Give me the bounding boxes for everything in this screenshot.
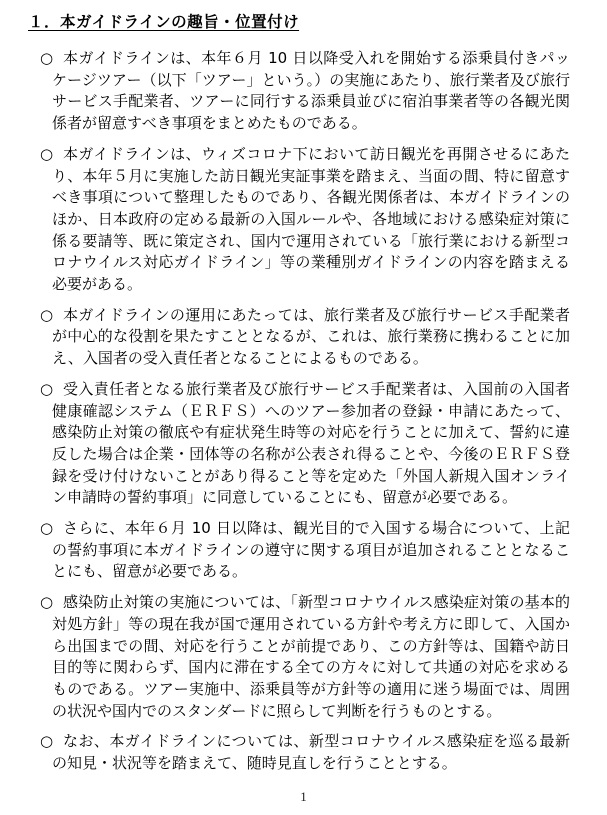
bullet-paragraph: [0, 518, 607, 583]
bullet-marker: ○: [40, 305, 54, 324]
bullet-marker: ○: [40, 379, 54, 398]
paragraph-text: 受入責任者となる旅行業者及び旅行サービス手配業者は、入国前の入国者健康確認システム（ＥＲＦＳ）へのツアー参加者の登録・申請にあたって、感染防止対策の徹底や有症状発生時等の対応を行うことに加えて、誓約に違反した場合は企業・団体等の名称が公表され得ることや、今後のＥＲＦＳ登録を受け付けないことがあり得ること等を定めた「外国人新規入国オンライン申請時の誓約事項」に同意していることにも、留意が必要である。: [52, 379, 570, 507]
bullet-paragraph: [0, 305, 607, 370]
bullet-paragraph: [0, 592, 607, 722]
bullet-marker: ○: [40, 144, 54, 163]
bullet-marker: ○: [40, 593, 54, 612]
paragraph-text: なお、本ガイドラインについては、新型コロナウイルス感染症を巡る最新の知見・状況等を踏まえて、随時見直しを行うこととする。: [52, 732, 570, 773]
paragraph-text: 本ガイドラインは、ウィズコロナ下において訪日観光を再開させるにあたり、本年５月に実施した訪日観光実証事業を踏まえ、当面の間、特に留意すべき事項について整理したものであり、各観光関係者は、本ガイドラインのほか、日本政府の定める最新の入国ルールや、各地域における感染症対策に係る要請等、既に策定され、国内で運用されている「旅行業における新型コロナウイルス対応ガイドライン」等の業種別ガイドラインの内容を踏まえる必要がある。: [52, 144, 570, 294]
bullet-marker: ○: [40, 519, 54, 538]
paragraph-list: [0, 48, 607, 775]
paragraph-text: 本ガイドラインは、本年６月 10 日以降受入れを開始する添乗員付きパッケージツアー（以下「ツアー」という。）の実施にあたり、旅行業者及び旅行サービス手配業者、ツアーに同行する添乗員並びに宿泊事業者等の各観光関係者が留意すべき事項をまとめたものである。: [52, 49, 570, 133]
bullet-paragraph: [0, 144, 607, 296]
paragraph-text: 感染防止対策の実施については、「新型コロナウイルス感染症対策の基本的対処方針」等の現在我が国で運用されている方針や考え方に即して、入国から出国までの間、対応を行うことが前提であり、この方針等は、国籍や訪日目的等に関わらず、国内に滞在する全ての方々に対して共通の対応を求めるものである。ツアー実施中、添乗員等が方針等の適用に迷う場面では、周囲の状況や国内でのスタンダードに照らして判断を行うものとする。: [52, 593, 570, 720]
bullet-paragraph: [0, 379, 607, 509]
paragraph-text: 本ガイドラインの運用にあたっては、旅行業者及び旅行サービス手配業者が中心的な役割を果たすこととなるが、これは、旅行業務に携わることに加え、入国者の受入責任者となることによるものである。: [52, 305, 570, 368]
bullet-marker: ○: [40, 732, 54, 751]
paragraph-text: さらに、本年６月 10 日以降は、観光目的で入国する場合について、上記の誓約事項に本ガイドラインの遵守に関する項目が追加されることとなることにも、留意が必要である。: [52, 519, 570, 581]
bullet-paragraph: [0, 48, 607, 135]
bullet-marker: ○: [40, 49, 54, 67]
page-title: １．本ガイドラインの趣旨・位置付け: [28, 13, 300, 31]
page-number: 1: [300, 789, 307, 804]
bullet-paragraph: [0, 731, 607, 774]
